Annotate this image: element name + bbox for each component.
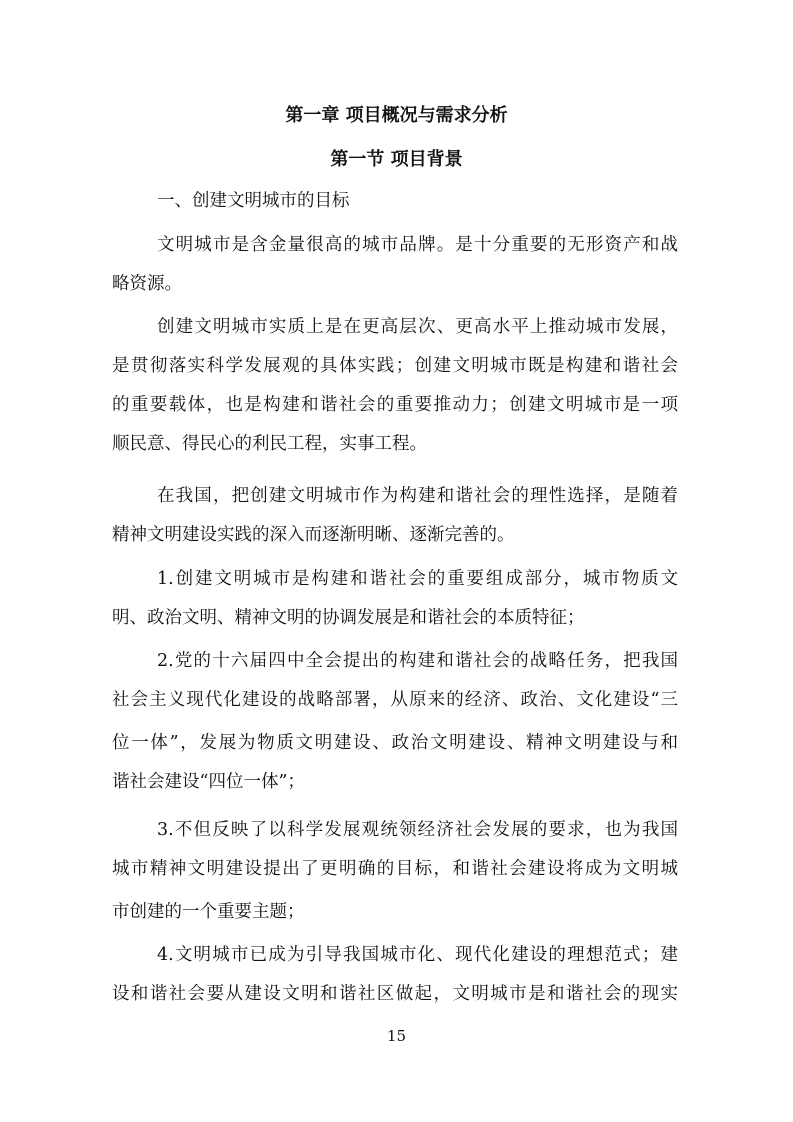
section-title: 第一节 项目背景 (330, 149, 463, 170)
heading-goal: 一、创建文明城市的目标 (157, 191, 350, 211)
list-item-line: 城市精神文明建设提出了更明确的目标，和谐社会建设将成为文明城 (112, 859, 678, 879)
list-item-line: 市创建的一个重要主题； (112, 902, 305, 922)
paragraph-line: 是贯彻落实科学发展观的具体实践；创建文明城市既是构建和谐社会 (112, 356, 678, 376)
list-item-line: 位一体”，发展为物质文明建设、政治文明建设、精神文明建设与和 (112, 733, 678, 753)
paragraph-line: 在我国，把创建文明城市作为构建和谐社会的理性选择，是随着 (157, 486, 678, 506)
chapter-title: 第一章 项目概况与需求分析 (285, 105, 508, 126)
paragraph-line: 创建文明城市实质上是在更高层次、更高水平上推动城市发展， (157, 317, 678, 337)
list-item-line: 4.文明城市已成为引导我国城市化、现代化建设的理想范式；建 (157, 945, 678, 965)
list-item-line: 设和谐社会要从建设文明和谐社区做起，文明城市是和谐社会的现实 (112, 984, 678, 1004)
paragraph-line: 文明城市是含金量很高的城市品牌。是十分重要的无形资产和战 (157, 235, 678, 255)
paragraph-line: 顺民意、得民心的利民工程，实事工程。 (112, 434, 427, 454)
paragraph-line: 的重要载体，也是构建和谐社会的重要推动力；创建文明城市是一项 (112, 395, 678, 415)
list-item-line: 社会主义现代化建设的战略部署，从原来的经济、政治、文化建设“三 (112, 690, 678, 710)
paragraph-line: 精神文明建设实践的深入而逐渐明晰、逐渐完善的。 (112, 525, 515, 545)
list-item-line: 2.党的十六届四中全会提出的构建和谐社会的战略任务，把我国 (157, 651, 678, 671)
list-item-line: 1.创建文明城市是构建和谐社会的重要组成部分，城市物质文 (157, 569, 678, 589)
list-item-line: 谐社会建设“四位一体”； (112, 772, 305, 792)
list-item-line: 3.不但反映了以科学发展观统领经济社会发展的要求，也为我国 (157, 820, 678, 840)
list-item-line: 明、政治文明、精神文明的协调发展是和谐社会的本质特征； (112, 608, 585, 628)
page-number: 15 (386, 1027, 407, 1045)
paragraph-line: 略资源。 (112, 274, 182, 294)
